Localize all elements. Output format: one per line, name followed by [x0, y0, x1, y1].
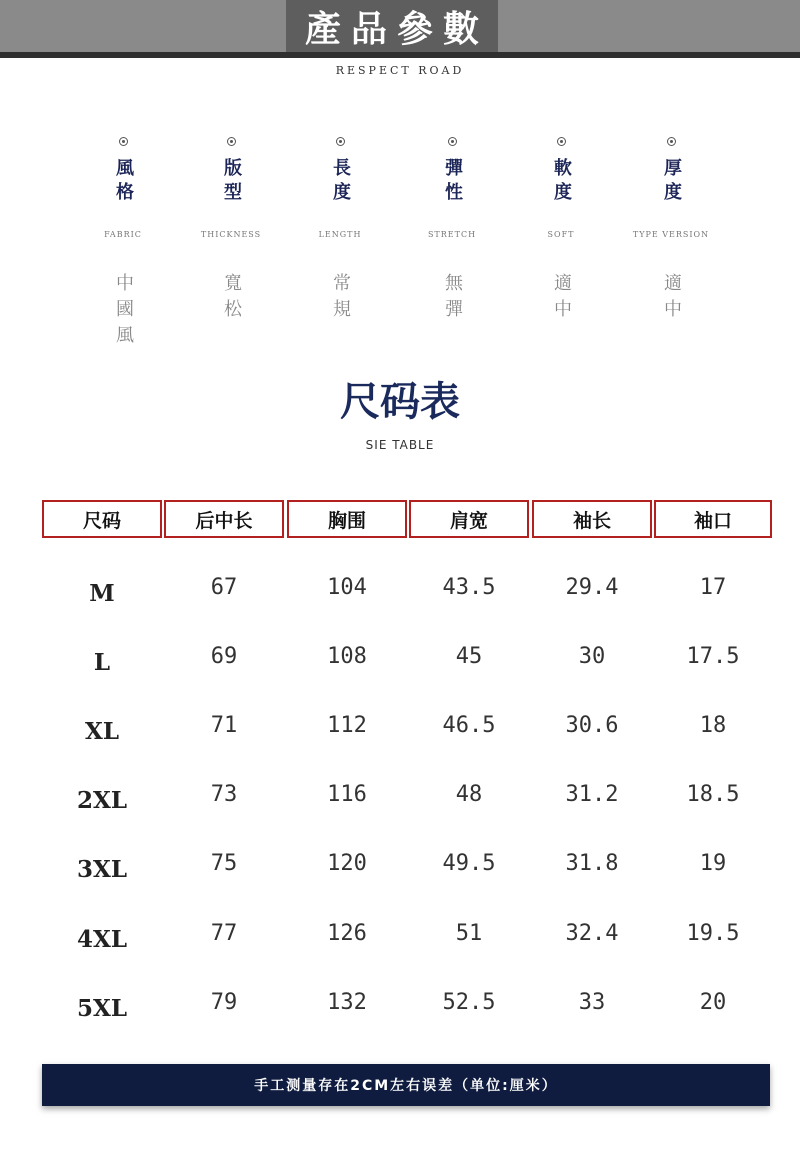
size-label: 2XL	[76, 786, 128, 814]
bullet-icon	[227, 137, 236, 146]
size-table-subheading: SIE TABLE	[365, 438, 435, 452]
table-cell: 46.5	[442, 712, 496, 738]
size-label: 3XL	[76, 855, 128, 883]
attribute-value: 適中	[551, 273, 572, 325]
page-title: 產品參數	[304, 7, 489, 50]
table-cell: 29.4	[565, 574, 619, 600]
table-cell: 30.6	[565, 712, 619, 738]
attribute-name: 長度	[330, 158, 351, 206]
attribute-name: 版型	[221, 158, 242, 206]
table-cell: 33	[578, 989, 606, 1015]
table-cell: 31.2	[565, 781, 619, 807]
table-cell: 120	[327, 850, 367, 876]
table-cell: 17	[699, 574, 727, 600]
table-row	[42, 903, 772, 963]
title-box	[286, 0, 498, 52]
attribute-value: 寬松	[221, 273, 242, 325]
attribute-soft	[516, 137, 606, 325]
attribute-thickness	[186, 137, 276, 325]
attribute-type-version	[626, 137, 716, 325]
table-cell: 67	[210, 574, 238, 600]
table-cell: 19.5	[686, 920, 740, 946]
attribute-english: SOFT	[547, 230, 575, 239]
bullet-icon	[119, 137, 128, 146]
column-header-size: 尺码	[42, 500, 162, 538]
table-cell: 126	[327, 920, 367, 946]
size-label: 5XL	[76, 994, 128, 1022]
size-label: L	[93, 648, 111, 676]
column-header-shoulder: 肩宽	[409, 500, 529, 538]
footer-bar	[42, 1064, 770, 1106]
table-cell: 79	[210, 989, 238, 1015]
table-cell: 45	[455, 643, 483, 669]
column-header-sleeve-length: 袖长	[532, 500, 652, 538]
table-cell: 19	[699, 850, 727, 876]
table-cell: 108	[327, 643, 367, 669]
column-header-chest: 胸围	[287, 500, 407, 538]
table-row	[42, 972, 772, 1032]
table-cell: 132	[327, 989, 367, 1015]
bullet-icon	[557, 137, 566, 146]
attribute-name: 軟度	[551, 158, 572, 206]
table-cell: 31.8	[565, 850, 619, 876]
measurement-note: 手工测量存在2CM左右误差（单位:厘米）	[254, 1078, 558, 1094]
size-label: XL	[84, 717, 120, 745]
attribute-english: THICKNESS	[200, 230, 262, 239]
attribute-name: 風格	[113, 158, 134, 206]
attribute-english: STRETCH	[427, 230, 477, 239]
attribute-length	[295, 137, 385, 325]
table-cell: 43.5	[442, 574, 496, 600]
size-label: 4XL	[76, 925, 128, 953]
size-table-header	[42, 500, 772, 542]
table-cell: 116	[327, 781, 367, 807]
attribute-value: 無彈	[442, 273, 463, 325]
table-cell: 18.5	[686, 781, 740, 807]
column-header-back-length: 后中长	[164, 500, 284, 538]
bullet-icon	[667, 137, 676, 146]
attribute-fabric	[78, 137, 168, 351]
size-label: M	[89, 579, 115, 607]
table-cell: 52.5	[442, 989, 496, 1015]
attribute-english: TYPE VERSION	[632, 230, 710, 239]
attribute-value: 中國風	[113, 273, 134, 351]
table-cell: 73	[210, 781, 238, 807]
table-row	[42, 833, 772, 893]
table-cell: 48	[455, 781, 483, 807]
banner-divider	[0, 52, 800, 58]
table-cell: 30	[578, 643, 606, 669]
table-cell: 77	[210, 920, 238, 946]
attribute-value: 常規	[330, 273, 351, 325]
table-cell: 104	[327, 574, 367, 600]
attribute-value: 適中	[661, 273, 682, 325]
table-cell: 69	[210, 643, 238, 669]
table-cell: 18	[699, 712, 727, 738]
attribute-name: 厚度	[661, 158, 682, 206]
bullet-icon	[448, 137, 457, 146]
table-cell: 51	[455, 920, 483, 946]
column-header-cuff: 袖口	[654, 500, 772, 538]
size-table-heading: 尺码表	[340, 379, 460, 425]
table-row	[42, 557, 772, 617]
table-cell: 112	[327, 712, 367, 738]
table-row	[42, 695, 772, 755]
attribute-name: 彈性	[442, 158, 463, 206]
table-cell: 32.4	[565, 920, 619, 946]
table-row	[42, 626, 772, 686]
table-cell: 71	[210, 712, 238, 738]
attribute-english: FABRIC	[104, 230, 142, 239]
bullet-icon	[336, 137, 345, 146]
table-cell: 75	[210, 850, 238, 876]
page-subtitle: RESPECT ROAD	[335, 64, 465, 77]
attribute-english: LENGTH	[318, 230, 362, 239]
table-cell: 20	[699, 989, 727, 1015]
table-row	[42, 764, 772, 824]
table-cell: 49.5	[442, 850, 496, 876]
attribute-stretch	[407, 137, 497, 325]
table-cell: 17.5	[686, 643, 740, 669]
